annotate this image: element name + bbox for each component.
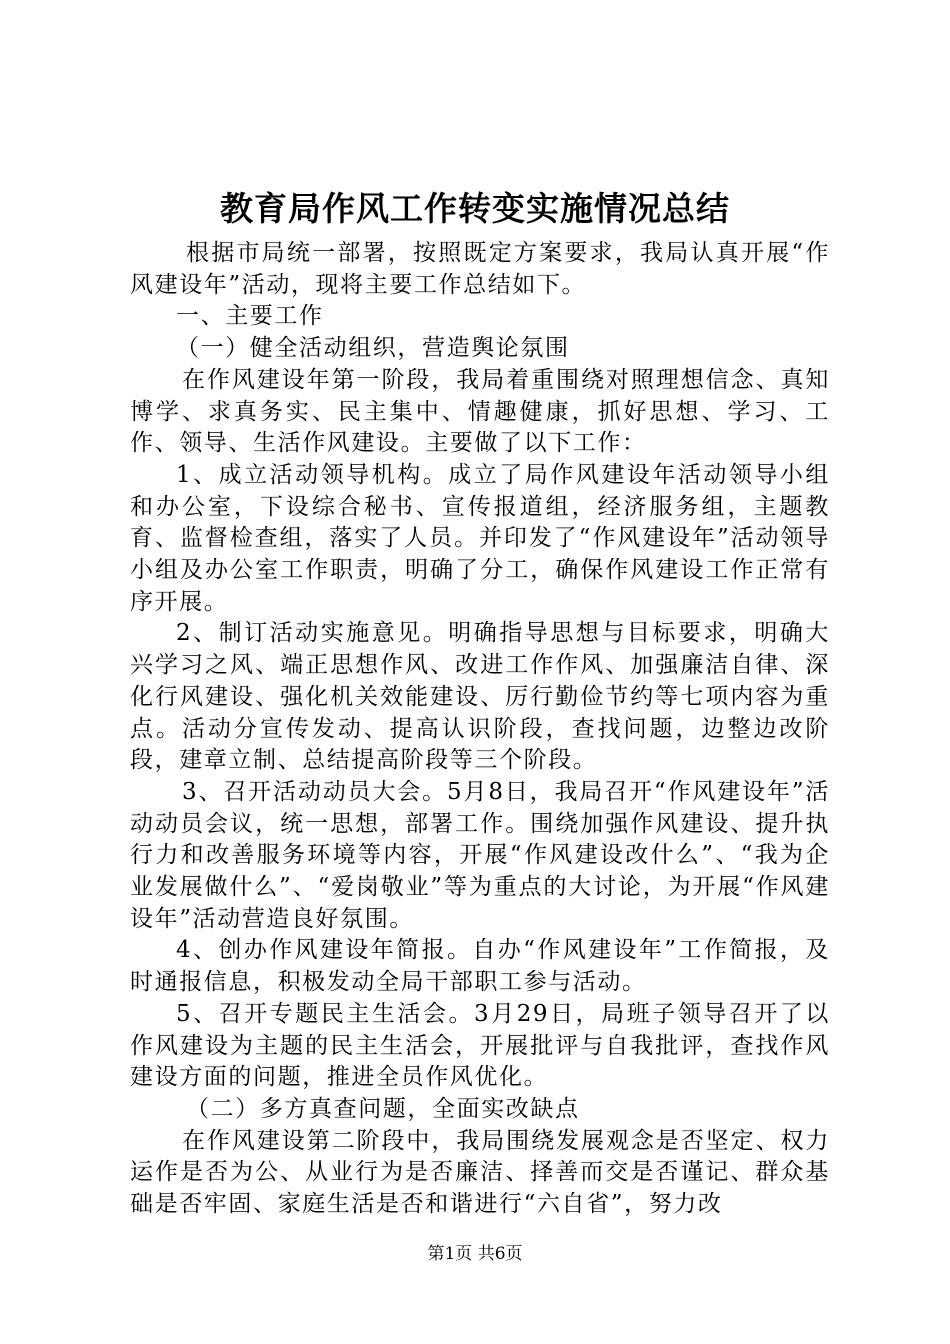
paragraph-item-2: 2、制订活动实施意见。明确指导思想与目标要求，明确大兴学习之风、端正思想作风、改进工作作风、加强廉洁自律、深化行风建设、强化机关效能建设、厉行勤俭节约等七项内容为重点。活动分宣传发动、提高认识阶段，查找问题，边整边改阶段，建章立制、总结提高阶段等三个阶段。	[130, 620, 830, 774]
paragraph-item-3: 3、召开活动动员大会。5月8日，我局召开“作风建设年”活动动员会议，统一思想，部署工作。围绕加强作风建设、提升执行力和改善服务环境等内容，开展“作风建设改什么”、“我为企业发展做什么”、“爱岗敬业”等为重点的大讨论，为开展“作风建设年”活动营造良好氛围。	[130, 778, 830, 932]
section-heading-main-work: 一、主要工作	[176, 303, 324, 330]
subsection-heading-1: （一）健全活动组织，营造舆论氛围	[176, 335, 570, 362]
paragraph-stage-two: 在作风建设第二阶段中，我局围绕发展观念是否坚定、权力运作是否为公、从业行为是否廉洁、择善而交是否谨记、群众基础是否牢固、家庭生活是否和谐进行“六自省”，努力改	[130, 1127, 830, 1218]
paragraph-item-1: 1、成立活动领导机构。成立了局作风建设年活动领导小组和办公室，下设综合秘书、宣传报道组，经济服务组，主题教育、监督检查组，落实了人员。并印发了“作风建设年”活动领导小组及办公室工作职责，明确了分工，确保作风建设工作正常有序开展。	[130, 461, 830, 615]
paragraph-item-4: 4、创办作风建设年简报。自办“作风建设年”工作简报，及时通报信息，积极发动全局干部职工参与活动。	[130, 937, 830, 996]
page-number-footer: 第1页 共6页	[427, 1244, 523, 1264]
paragraph-stage-one: 在作风建设年第一阶段，我局着重围绕对照理想信念、真知博学、求真务实、民主集中、情趣健康，抓好思想、学习、工作、领导、生活作风建设。主要做了以下工作：	[130, 366, 830, 457]
document-body	[130, 238, 830, 1221]
intro-paragraph: 根据市局统一部署，按照既定方案要求，我局认真开展“作风建设年”活动，现将主要工作总结如下。	[130, 240, 830, 298]
subsection-heading-2: （二）多方真查问题，全面实改缺点	[186, 1095, 580, 1122]
paragraph-item-5: 5、召开专题民主生活会。3月29日，局班子领导召开了以作风建设为主题的民主生活会，开展批评与自我批评，查找作风建设方面的问题，推进全员作风优化。	[130, 1000, 830, 1091]
document-title: 教育局作风工作转变实施情况总结	[220, 189, 730, 228]
